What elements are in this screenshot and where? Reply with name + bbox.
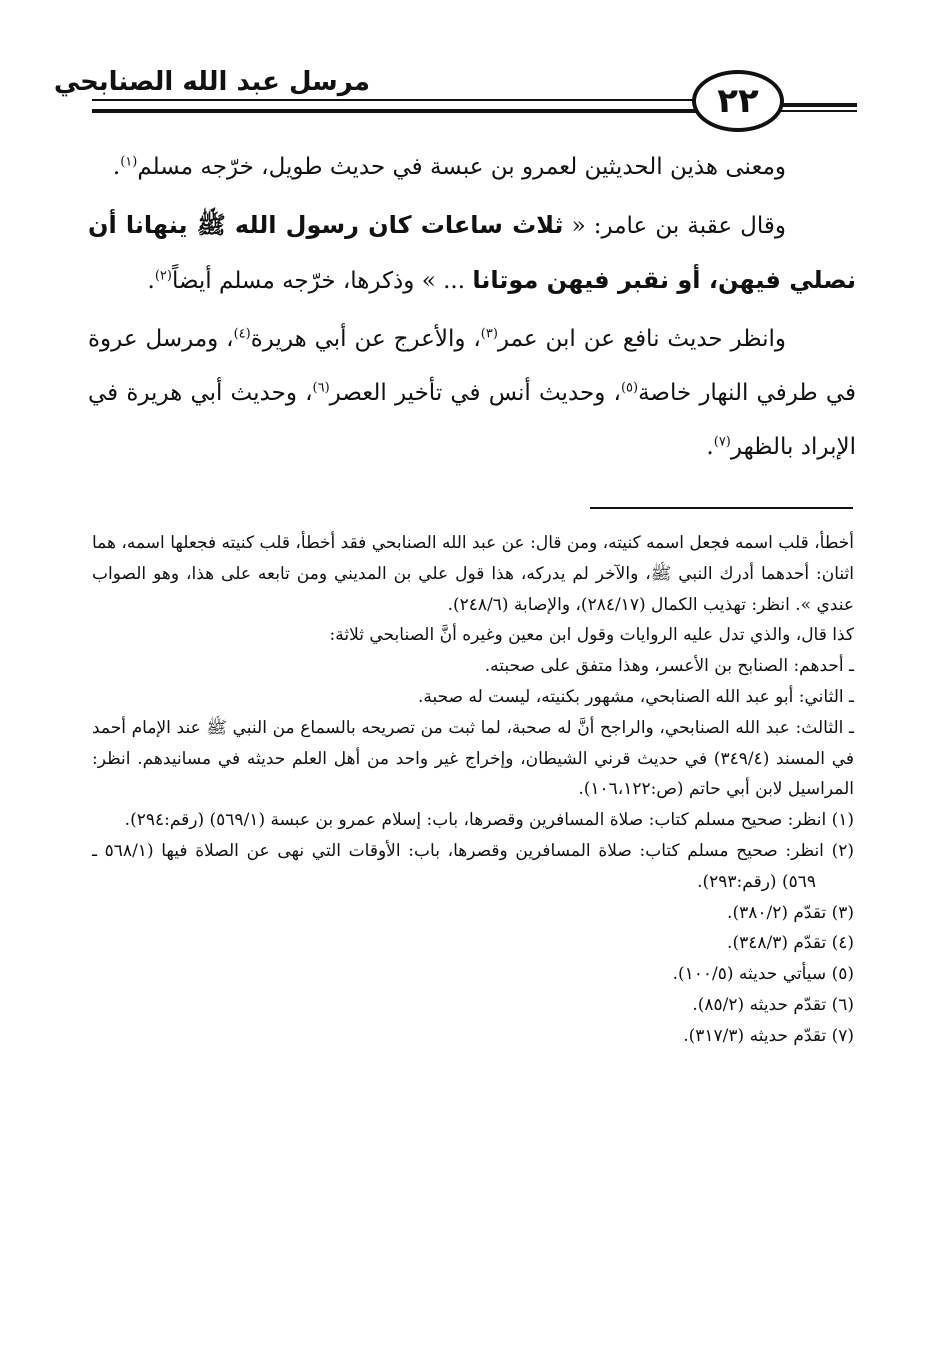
header-rule-thin <box>92 99 696 101</box>
body-text: ... » وذكرها، خرّجه مسلم أيضاً <box>171 268 473 294</box>
footnote-ref: (١) <box>120 154 138 170</box>
body-text: ، وحديث أنس في تأخير العصر <box>329 380 621 406</box>
footnote-5: (٥) سيأتي حديثه (١٠٠/٥). <box>672 964 854 985</box>
body-text: ، ومرسل عروة في طرفي النهار خاصة <box>88 326 857 406</box>
body-text: ، والأعرج عن أبي هريرة <box>250 326 481 352</box>
footnote-continuation: ـ أحدهم: الصنابح بن الأعسر، وهذا متفق على صحبته. <box>484 656 854 677</box>
footnote-3: (٣) تقدّم (٣٨٠/٢). <box>727 902 854 923</box>
page-number-badge: ٢٢ <box>692 70 784 132</box>
body-paragraph-2: وقال عقبة بن عامر: « ثلاث ساعات كان رسول الله ﷺ ينهانا أن نصلي فيهن، أو نقبر فيهن موتانا ... » وذكرها، خرّجه مسلم أيضاً$^{(٢)}$. <box>88 211 856 294</box>
footnote-continuation: ـ الثالث: عبد الله الصنابحي، والراجح أنَّ له صحبة، لما ثبت من تصريحه بالسماع من النبي ﷺ عند الإمام أحمد في المسند (٣٤٩/٤) في حديث قرني الشيطان، وإخراج غير واحد من أهل العلم حديثه في مسانيدهم. انظر: المراسيل لابن أبي حاتم (ص:١٠٦،١٢٢). <box>92 717 854 800</box>
footnote-ref: (٥) <box>620 380 639 396</box>
footnote-continuation: أخطأ، قلب اسمه فجعل اسمه كنيته، ومن قال: عن عبد الله الصنابحي فقد أخطأ، قلب كنيته فجعلها اسمه، هما اثنان: أحدهما أدرك النبي ﷺ، والآخر لم يدركه، هذا قول علي بن المديني ومن تابعه على هذا، وهو الصواب عندي ». انظر: تهذيب الكمال (٢٨٤/١٧)، والإصابة (٢٤٨/٦). <box>92 533 854 615</box>
main-text <box>88 140 856 478</box>
running-header-title: مرسل عبد الله الصنابحي <box>53 67 370 97</box>
footnote-ref: (٢) <box>154 268 172 284</box>
footnote-continuation: ـ الثاني: أبو عبد الله الصنابحي، مشهور بكنيته، ليست له صحبة. <box>418 686 854 707</box>
body-text: ومعنى هذين الحديثين لعمرو بن عبسة في حديث طويل، خرّجه مسلم <box>137 154 786 180</box>
header-rule-right-thin <box>780 110 857 112</box>
header-rule-right-thick <box>780 103 857 107</box>
footnote-ref: (٤) <box>233 326 251 342</box>
footnote-separator <box>590 507 853 509</box>
footnote-continuation: كذا قال، والذي تدل عليه الروايات وقول ابن معين وغيره أنَّ الصنابحي ثلاثة: <box>329 625 854 646</box>
body-text: وانظر حديث نافع عن ابن عمر <box>497 326 786 352</box>
body-paragraph-3: وانظر حديث نافع عن ابن عمر$^{(٣)}$، والأعرج عن أبي هريرة$^{(٤)}$، ومرسل عروة في طرفي النهار خاصة$^{(٥)}$، وحديث أنس في تأخير العصر$^{(٦)}$، وحديث أبي هريرة في الإبراد بالظهر$^{(٧)}$. <box>88 326 857 460</box>
footnote-ref: (٦) <box>312 380 330 396</box>
footnote-ref: (٣) <box>480 326 498 342</box>
footnote-ref: (٧) <box>713 434 731 450</box>
footnote-7: (٧) تقدّم حديثه (٣١٧/٣). <box>683 1025 854 1046</box>
footnote-4: (٤) تقدّم (٣٤٨/٣). <box>727 933 854 954</box>
footnote-2: (٢) انظر: صحيح مسلم كتاب: صلاة المسافرين وقصرها، باب: الأوقات التي نهى عن الصلاة فيها (٥٦٨/١ ـ ٥٦٩) (رقم:٢٩٣). <box>92 840 854 892</box>
footnote-1: (١) انظر: صحيح مسلم كتاب: صلاة المسافرين وقصرها، باب: إسلام عمرو بن عبسة (٥٦٩/١) (رقم:٢٩٤). <box>124 810 854 831</box>
hadith-quote: ثلاث ساعات كان رسول الله ﷺ ينهانا أن نصلي فيهن، أو نقبر فيهن موتانا <box>88 211 856 294</box>
body-paragraph-1: ومعنى هذين الحديثين لعمرو بن عبسة في حديث طويل، خرّجه مسلم$^{(١)}$. <box>112 154 786 180</box>
header-rule-thick <box>92 109 696 113</box>
footnote-6: (٦) تقدّم حديثه (٨٥/٢). <box>692 994 854 1015</box>
body-text: وقال عقبة بن عامر: « <box>563 213 787 239</box>
body-text: ، وحديث أبي هريرة في الإبراد بالظهر <box>88 380 856 460</box>
footnotes <box>92 528 854 1052</box>
